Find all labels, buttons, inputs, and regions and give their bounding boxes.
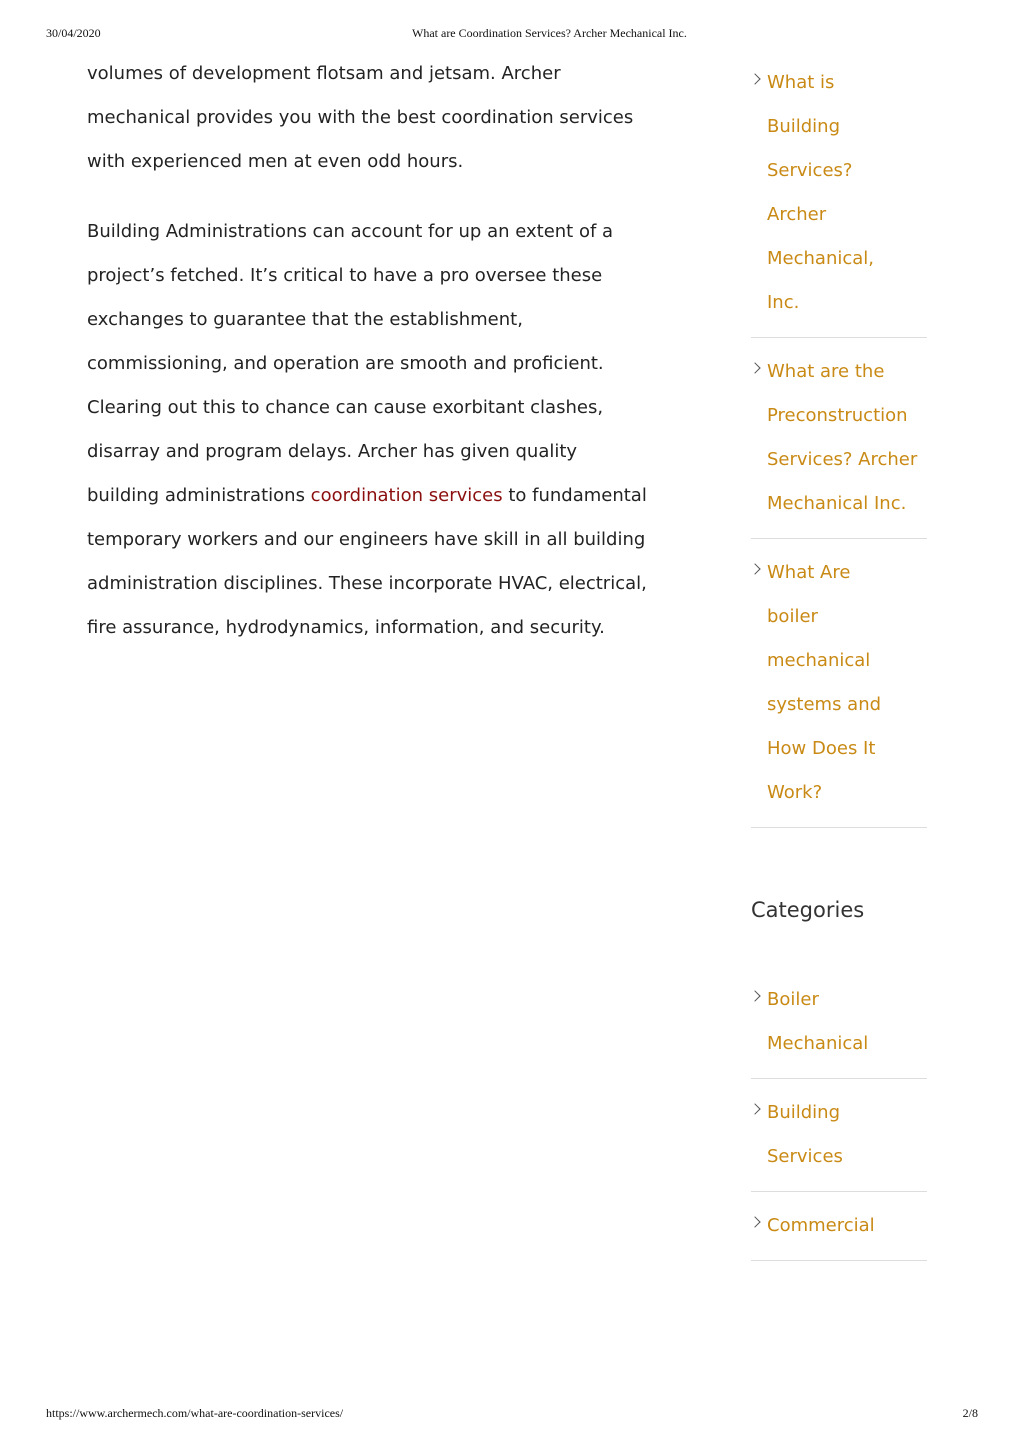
article-paragraph: volumes of development flotsam and jetsam. Archer mechanical provides you with the best coordination services with experienced men at even odd hours.: [87, 63, 634, 172]
sidebar: [751, 61, 927, 1273]
article-body: [87, 52, 647, 676]
recent-post-link[interactable]: What are the Preconstruction Services? Archer Mechanical Inc.: [767, 361, 918, 514]
page-number: 2/8: [962, 1406, 978, 1420]
paragraph-text: Building Administrations can account for up an extent of a project’s fetched. It’s critical to have a pro oversee these exchanges to guarantee that the establishment, commissioning, and operation are smooth and proficient. Clearing out this to chance can cause exorbitant clashes, disarray and program delays. Archer has given quality building administrations: [87, 221, 614, 506]
category-link-boiler-mechanical[interactable]: Boiler Mechanical: [767, 989, 869, 1054]
category-link-commercial[interactable]: Commercial: [767, 1215, 875, 1236]
list-item: [751, 978, 927, 1079]
print-header: [0, 26, 1024, 44]
recent-post-link[interactable]: What is Building Services? Archer Mechanical, Inc.: [767, 72, 874, 313]
recent-posts-list: [751, 61, 927, 828]
list-item: [751, 551, 927, 828]
print-footer: [0, 1406, 1024, 1424]
print-date: 30/04/2020: [46, 26, 101, 40]
article-paragraph: [87, 210, 647, 650]
list-item: [751, 1204, 927, 1261]
chevron-right-icon: [749, 362, 760, 373]
chevron-right-icon: [749, 990, 760, 1001]
recent-post-link[interactable]: What Are boiler mechanical systems and How Does It Work?: [767, 562, 882, 803]
list-item: [751, 1091, 927, 1192]
chevron-right-icon: [749, 1216, 760, 1227]
chevron-right-icon: [749, 73, 760, 84]
categories-list: [751, 978, 927, 1261]
categories-heading: Categories: [751, 898, 865, 922]
list-item: [751, 61, 927, 338]
list-item: [751, 350, 927, 539]
paragraph-text: to fundamental temporary workers and our engineers have skill in all building administration disciplines. These incorporate HVAC, electrical, fire assurance, hydrodynamics, information, and security.: [87, 485, 647, 638]
chevron-right-icon: [749, 1103, 760, 1114]
coordination-services-link[interactable]: coordination services: [310, 485, 503, 506]
chevron-right-icon: [749, 563, 760, 574]
print-url: https://www.archermech.com/what-are-coordination-services/: [46, 1406, 344, 1420]
print-document-title: What are Coordination Services? Archer Mechanical Inc.: [412, 26, 687, 40]
category-link-building-services[interactable]: Building Services: [767, 1102, 843, 1167]
